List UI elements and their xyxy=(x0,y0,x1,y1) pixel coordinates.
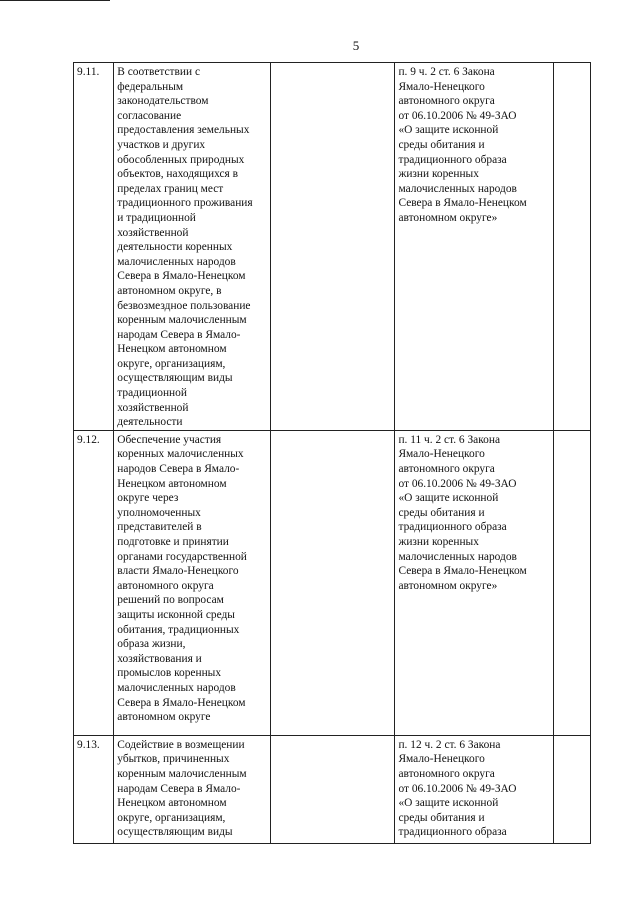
text-line: обитания, традиционных xyxy=(117,623,240,636)
text-line: решений по вопросам xyxy=(117,594,224,607)
text-line: народов Севера в Ямало- xyxy=(117,463,240,476)
text-line: малочисленных народов xyxy=(398,182,517,195)
text-line: традиционного образа xyxy=(398,153,507,166)
text-line: Ямало-Ненецкого xyxy=(398,448,485,461)
text-line: автономном округе» xyxy=(398,211,498,224)
text-line: В соответствии с xyxy=(117,66,201,78)
legal-basis-cell xyxy=(395,735,553,843)
text-line: Ямало-Ненецкого xyxy=(398,753,485,766)
text-line: Севера в Ямало-Ненецком xyxy=(117,696,246,709)
text-line: Ненецком автономном xyxy=(117,477,227,490)
authority-description-cell xyxy=(114,63,270,431)
text-line: подготовке и принятии xyxy=(117,536,229,548)
text-line: Севера в Ямало-Ненецком xyxy=(398,565,527,578)
text-line: защиты исконной среды xyxy=(117,608,235,621)
text-line: «О защите исконной xyxy=(398,492,499,505)
text-line: представителей в xyxy=(117,521,202,534)
text-line: предоставления земельных xyxy=(117,124,250,137)
text-line: округе, организациям, xyxy=(117,811,226,824)
text-line: образа жизни, xyxy=(117,638,186,651)
text-line: п. 12 ч. 2 ст. 6 Закона xyxy=(398,738,501,751)
text-line: осуществляющим виды xyxy=(117,372,233,385)
empty-cell xyxy=(553,430,590,735)
text-line: традиционного образа xyxy=(398,521,507,534)
text-line: обособленных природных xyxy=(117,153,245,166)
text-line: округе, организациям, xyxy=(117,357,226,370)
text-line: традиционного проживания xyxy=(117,197,253,210)
legal-basis-cell xyxy=(395,430,553,735)
text-line: Севера в Ямало-Ненецком xyxy=(117,270,246,283)
empty-cell xyxy=(553,63,590,431)
text-line: хозяйственной xyxy=(117,226,189,239)
authority-description-cell xyxy=(114,735,270,843)
authority-description-cell xyxy=(114,430,270,735)
text-line: от 06.10.2006 № 49-ЗАО xyxy=(398,109,517,122)
authority-table xyxy=(73,62,591,844)
table-row xyxy=(74,735,591,843)
text-line: автономном округе» xyxy=(398,579,498,592)
text-line: малочисленных народов xyxy=(117,255,236,268)
text-line: безвозмездное пользование xyxy=(117,299,251,312)
text-line: объектов, находящихся в xyxy=(117,168,238,181)
item-number-cell xyxy=(74,735,114,843)
text-line: традиционной xyxy=(117,387,187,400)
empty-cell xyxy=(270,63,395,431)
text-line: согласование xyxy=(117,109,182,122)
text-line: автономного округа xyxy=(117,579,214,592)
text-line: жизни коренных xyxy=(398,536,479,548)
text-line: коренным малочисленным xyxy=(117,314,247,327)
text-line: народам Севера в Ямало- xyxy=(117,782,241,795)
text-line: п. 11 ч. 2 ст. 6 Закона xyxy=(398,433,501,446)
text-line: коренных малочисленных xyxy=(117,448,244,461)
text-line: среды обитания и xyxy=(398,138,485,151)
text-line: среды обитания и xyxy=(398,506,485,519)
text-line: хозяйственной xyxy=(117,401,189,414)
item-number: 9.12. xyxy=(77,433,100,446)
text-line: хозяйствования и xyxy=(117,652,202,665)
text-line: Обеспечение участия xyxy=(117,433,222,446)
text-line: Севера в Ямало-Ненецком xyxy=(398,197,527,210)
text-line: малочисленных народов xyxy=(117,681,236,694)
text-line: федеральным xyxy=(117,80,184,93)
text-line: «О защите исконной xyxy=(398,124,499,137)
text-line: малочисленных народов xyxy=(398,550,517,563)
item-number: 9.13. xyxy=(77,738,100,751)
text-line: Ненецком автономном xyxy=(117,797,227,810)
text-line: участков и других xyxy=(117,138,206,151)
table-row xyxy=(74,430,591,735)
text-line: и традиционной xyxy=(117,211,196,224)
item-number-cell xyxy=(74,63,114,431)
text-line: Ненецком автономном xyxy=(117,343,227,356)
text-line: автономном округе xyxy=(117,711,211,724)
text-line: от 06.10.2006 № 49-ЗАО xyxy=(398,477,517,490)
text-line: автономном округе, в xyxy=(117,284,222,297)
text-line: «О защите исконной xyxy=(398,797,499,810)
text-line: убытков, причиненных xyxy=(117,753,230,766)
item-number-cell xyxy=(74,430,114,735)
text-line: народам Севера в Ямало- xyxy=(117,328,241,341)
text-line: промыслов коренных xyxy=(117,667,222,680)
legal-basis-cell xyxy=(395,63,553,431)
text-line: автономного округа xyxy=(398,463,495,476)
table-body xyxy=(74,63,591,844)
empty-cell xyxy=(270,735,395,843)
text-line: автономного округа xyxy=(398,95,495,108)
text-line: деятельности xyxy=(117,416,183,429)
text-line: Ямало-Ненецкого xyxy=(398,80,485,93)
text-line: коренным малочисленным xyxy=(117,768,247,781)
text-line: традиционного образа xyxy=(398,826,507,839)
header-rule xyxy=(0,0,110,1)
text-line: округе через xyxy=(117,492,179,505)
empty-cell xyxy=(553,735,590,843)
text-line: деятельности коренных xyxy=(117,241,233,254)
text-line: законодательством xyxy=(117,95,209,108)
page-number: 5 xyxy=(352,38,360,53)
item-number: 9.11. xyxy=(77,66,100,78)
text-line: автономного округа xyxy=(398,768,495,781)
text-line: осуществляющим виды xyxy=(117,826,233,839)
text-line: Содействие в возмещении xyxy=(117,738,245,751)
text-line: среды обитания и xyxy=(398,811,485,824)
text-line: власти Ямало-Ненецкого xyxy=(117,565,239,578)
empty-cell xyxy=(270,430,395,735)
text-line: жизни коренных xyxy=(398,168,479,181)
text-line: уполномоченных xyxy=(117,506,201,519)
text-line: п. 9 ч. 2 ст. 6 Закона xyxy=(398,66,495,78)
text-line: пределах границ мест xyxy=(117,182,224,195)
table-row xyxy=(74,63,591,431)
text-line: от 06.10.2006 № 49-ЗАО xyxy=(398,782,517,795)
text-line: органами государственной xyxy=(117,550,247,563)
